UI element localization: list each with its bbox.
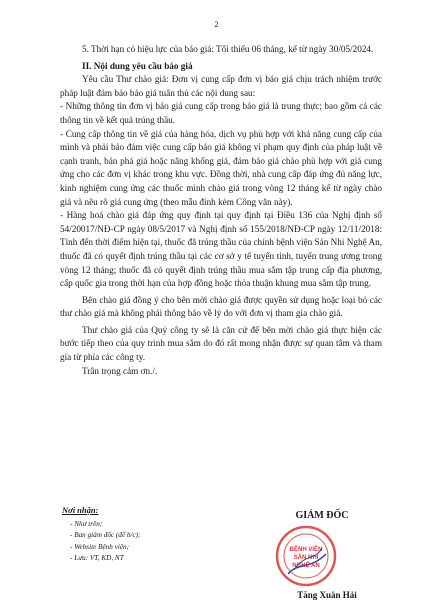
item-5-validity: 5. Thời hạn có hiệu lực của báo giá: Tối thiểu 06 tháng, kể từ ngày 30/05/2024. xyxy=(82,44,374,54)
bullet-goods-regulation: - Hàng hoá chào giá đáp ứng quy định tại quy định tại Điều 136 của Nghị định số 54/20017/NĐ-CP ngày 08/5/2017 và Nghị định số 155/2018/NĐ-CP ngày 12/11/2018: Tính đến thời điểm hiện tại, thuốc đã trúng thầu của chính bệnh viện Sản Nhi Nghệ An, thuốc đã có quyết định trúng thầu tại các cơ sở y tế tuyến tỉnh, tuyến trung ương trong vòng 12 tháng; thuốc đã có quyết định trúng thầu mua sắm tập trung cấp địa phương, cấp quốc gia trong thời hạn của hợp đồng hoặc thỏa thuận khung mua sắm tập trung. xyxy=(60,210,382,289)
recipient-item: - Lưu: VT, KD, NT xyxy=(70,554,124,562)
recipient-item: - Như trên; xyxy=(70,519,103,528)
svg-text:BỆNH VIỆN: BỆNH VIỆN xyxy=(289,547,323,553)
official-stamp xyxy=(274,524,338,588)
signature-block xyxy=(252,510,392,606)
recipient-item: - Ban giám đốc (để b/c); xyxy=(70,531,141,539)
svg-text:NGHỆ AN: NGHỆ AN xyxy=(292,563,320,569)
body-text xyxy=(60,43,382,378)
recipients-block xyxy=(62,505,232,565)
recipient-item: - Website Bệnh viện; xyxy=(70,542,130,551)
closing-line: Trân trọng cảm ơn./. xyxy=(82,365,158,376)
thanks-paragraph: Thư chào giá của Quý công ty sẽ là căn cứ để bên mời chào giá thực hiện các bước tiếp theo của quy trình mua sắm do đó rất mong nhận được sự quan tâm và tham gia từ phía các công ty. xyxy=(60,324,382,363)
section-2-heading: II. Nội dung yêu cầu báo giá xyxy=(82,60,193,71)
signature-title: GIÁM ĐỐC xyxy=(295,510,349,521)
svg-text:SẢN NHI: SẢN NHI xyxy=(293,555,319,561)
signer-name: Tăng Xuân Hải xyxy=(297,590,357,600)
bullet-price-info: - Cung cấp thông tin về giá của hàng hóa, dịch vụ phù hợp với khả năng cung cấp của mình và phải bảo đảm việc cung cấp báo giá không vi phạm quy định của pháp luật về cạnh tranh, bán phá giá hoặc nâng khống giá, đảm bảo giá chào phù hợp với giá cung ứng cho các đơn vị khác trong khu vực. Đồng thời, nhà cung cấp đáp ứng đủ năng lực, kinh nghiệm cung ứng các thuốc mình chào giá trong vòng 12 tháng kể từ ngày chào giá và nêu rõ giá cung ứng (theo mẫu đính kèm Công văn này). xyxy=(60,128,382,207)
page-number: 2 xyxy=(214,20,219,29)
intro-paragraph: Yêu cầu Thư chào giá: Đơn vị cung cấp đơn vị báo giá chịu trách nhiệm trước pháp luật đảm bảo báo giá tuân thủ các nội dung sau: xyxy=(60,74,382,98)
reject-paragraph: Bên chào giá đồng ý cho bên mời chào giá được quyền sử dụng hoặc loại bỏ các thư chào giá mà không phải thông báo về lý do với đơn vị tham gia chào giá. xyxy=(60,294,382,319)
bullet-truthful: - Những thông tin đơn vị báo giá cung cấp trong báo giá là trung thực; bao gồm cả các thông tin về kết quả trúng thầu. xyxy=(60,101,382,125)
recipients-title: Nơi nhận: xyxy=(62,505,99,515)
